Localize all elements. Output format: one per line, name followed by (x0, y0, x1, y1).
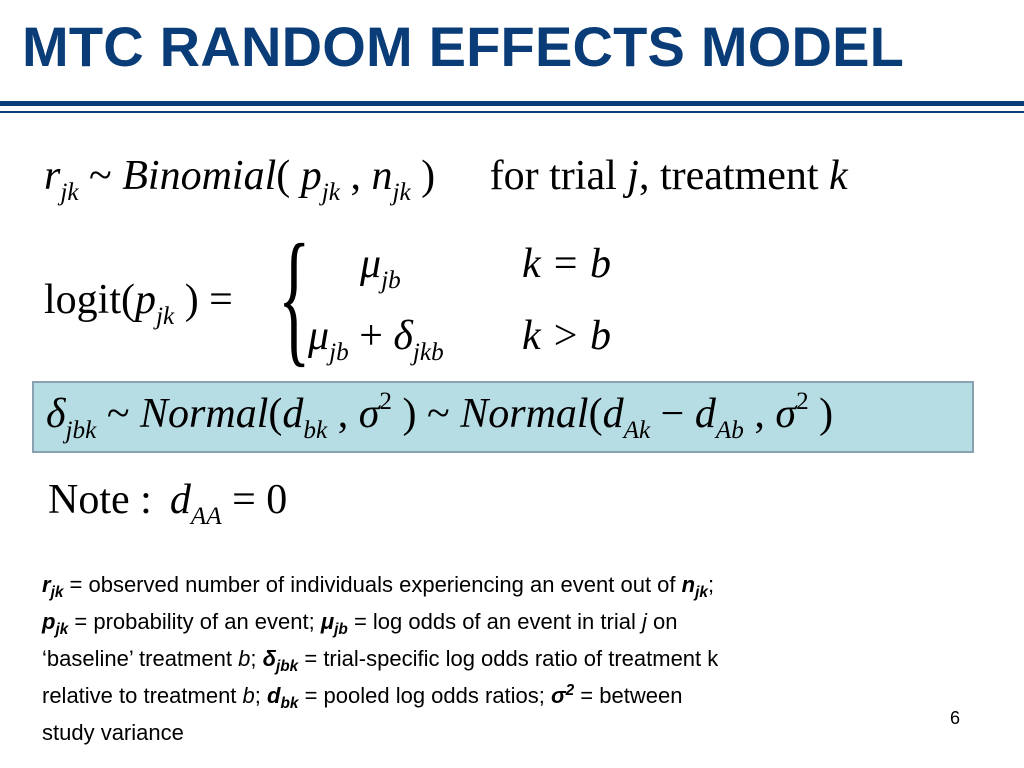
definitions-text (42, 568, 942, 750)
lparen: ( (276, 153, 301, 199)
binomial-equation (44, 152, 848, 207)
delta-subscript: jbk (276, 658, 299, 676)
page-number: 6 (950, 708, 961, 728)
normal-equation (46, 388, 834, 445)
superscript-2: 2 (796, 388, 809, 416)
logit-label: logit( (44, 277, 135, 323)
sigma-symbol: σ (551, 683, 566, 708)
close-equals: ) = (174, 277, 233, 323)
p-subscript: jk (55, 621, 69, 639)
tilde: ~ (96, 391, 141, 437)
rparen: ) (808, 391, 834, 437)
var-k: k (829, 153, 848, 199)
for-trial-text: for trial (489, 153, 628, 199)
mu-symbol: μ (360, 241, 382, 287)
logit-equation (44, 276, 233, 331)
minus: − (650, 391, 695, 437)
comma: , (327, 391, 359, 437)
condition-k-greater-b: k > b (522, 313, 611, 359)
title-underline-thick (0, 101, 1024, 106)
mu-subscript: jb (334, 621, 348, 639)
notes-text: ‘baseline’ treatment (42, 646, 239, 671)
notes-text: study variance (42, 720, 184, 745)
sigma-symbol: σ (358, 391, 380, 437)
comma: , (743, 391, 776, 437)
title-underline-thin (0, 111, 1024, 113)
condition-k-equals-b: k = b (522, 241, 611, 287)
sigma-symbol: σ (775, 391, 797, 437)
var-n: n (371, 153, 393, 199)
rparen: ) (392, 391, 417, 437)
delta-symbol: δ (262, 646, 276, 671)
subscript-jbk: jbk (65, 417, 97, 445)
var-j: j (627, 153, 639, 199)
notes-line-1 (42, 568, 942, 605)
subscript-bk: bk (303, 417, 328, 445)
superscript-2: 2 (379, 388, 392, 416)
notes-text: = pooled log odds ratios; (298, 683, 552, 708)
normal-label: Normal (140, 391, 269, 437)
subscript-AA: AA (190, 503, 222, 531)
left-brace: { (278, 214, 311, 380)
notes-text: = between (574, 683, 683, 708)
notes-text: on (646, 609, 678, 634)
treatment-text: , treatment (638, 153, 830, 199)
case-baseline (360, 240, 401, 295)
notes-text: ; (254, 683, 268, 708)
notes-line-3 (42, 642, 942, 679)
d-symbol: d (267, 683, 281, 708)
notes-line-5 (42, 716, 942, 750)
notes-text: relative to treatment (42, 683, 243, 708)
r-symbol: r (42, 572, 51, 597)
note-equation (48, 476, 288, 531)
d-subscript: bk (280, 695, 299, 713)
subscript-jk: jk (60, 179, 79, 207)
notes-text: = observed number of individuals experiencing an event out of (63, 572, 682, 597)
note-label: Note : (48, 477, 152, 523)
n-symbol: n (681, 572, 696, 597)
notes-line-2 (42, 605, 942, 642)
var-d: d (694, 391, 716, 437)
notes-line-4 (42, 679, 942, 716)
lparen: ( (268, 391, 283, 437)
p-symbol: p (42, 609, 56, 634)
notes-text: = trial-specific log odds ratio of treatment k (298, 646, 719, 671)
comma: , (339, 153, 372, 199)
notes-text: ; (250, 646, 263, 671)
delta-symbol: δ (393, 313, 413, 359)
lparen: ( (588, 391, 603, 437)
j-symbol: j (641, 609, 647, 634)
tilde: ~ (78, 153, 123, 199)
subscript-Ak: Ak (623, 417, 651, 445)
subscript-jkb: jkb (412, 339, 444, 367)
binomial-label: Binomial (122, 153, 277, 199)
n-subscript: jk (695, 584, 708, 602)
subscript-jb: jb (329, 339, 349, 367)
subscript-jk: jk (156, 303, 175, 331)
var-d: d (169, 477, 191, 523)
var-p: p (135, 277, 156, 323)
mu-symbol: μ (320, 609, 335, 634)
equals-zero: = 0 (221, 477, 288, 523)
subscript-jk: jk (321, 179, 340, 207)
mu-symbol: μ (308, 313, 330, 359)
notes-text: ; (707, 572, 715, 597)
subscript-Ab: Ab (715, 417, 744, 445)
var-p: p (300, 153, 322, 199)
b-symbol: b (242, 683, 255, 708)
b-symbol: b (238, 646, 251, 671)
slide-title: MTC RANDOM EFFECTS MODEL (22, 15, 905, 78)
rparen: ) (410, 153, 436, 199)
var-d: d (282, 391, 304, 437)
tilde: ~ (416, 391, 461, 437)
sigma-superscript: 2 (565, 681, 575, 699)
case-treatment (308, 312, 444, 367)
normal-label: Normal (460, 391, 589, 437)
delta-symbol: δ (46, 391, 66, 437)
var-d: d (602, 391, 624, 437)
r-subscript: jk (50, 584, 64, 602)
plus: + (348, 313, 394, 359)
notes-text: = probability of an event; (68, 609, 321, 634)
notes-text: = log odds of an event in trial (347, 609, 642, 634)
subscript-jb: jb (381, 267, 401, 295)
var-r: r (44, 153, 61, 199)
subscript-jk: jk (392, 179, 411, 207)
